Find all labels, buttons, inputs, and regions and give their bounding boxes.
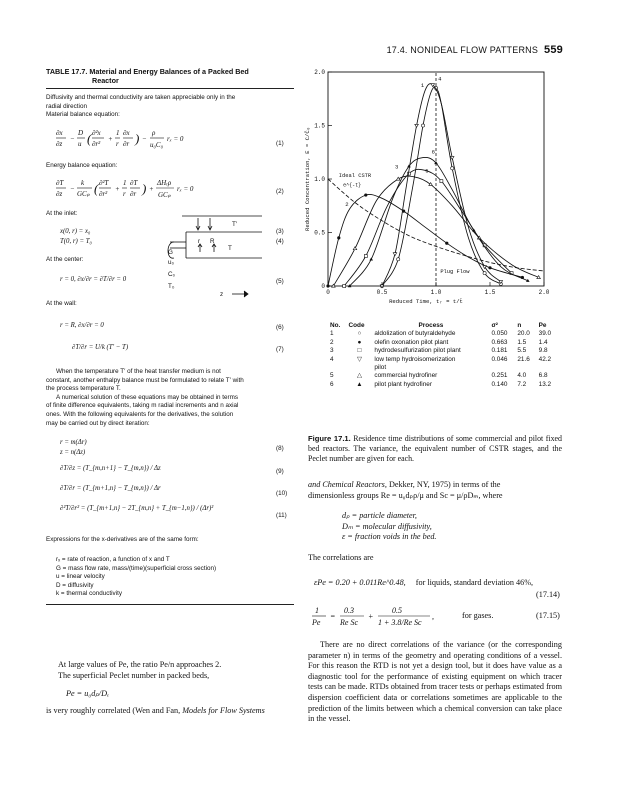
row-n: 1.5 xyxy=(517,338,527,346)
row-process: olefin oxonation pilot plant xyxy=(374,338,449,346)
codes-row xyxy=(328,330,558,338)
row-no xyxy=(328,364,347,372)
material-balance-svg xyxy=(56,126,216,152)
svg-text:∂²T: ∂²T xyxy=(99,179,109,187)
svg-text:1 + 3.8/Re Sc: 1 + 3.8/Re Sc xyxy=(378,618,422,627)
row-variance xyxy=(489,364,515,372)
data-point xyxy=(369,257,373,260)
svg-text:0.3: 0.3 xyxy=(344,606,354,615)
y-tick-label: 1.0 xyxy=(314,176,325,183)
page-number: 559 xyxy=(544,44,563,56)
svg-text:Pe: Pe xyxy=(312,618,321,627)
y-tick-label: 1.5 xyxy=(314,122,325,130)
codes-table xyxy=(328,322,558,389)
row-n: 7.2 xyxy=(517,380,527,388)
y-axis-label: Reduced Concentration, E = C/C̄₀ xyxy=(304,126,311,232)
table-17-7 xyxy=(46,68,294,85)
eq-note: for gases. xyxy=(462,611,494,620)
codes-row xyxy=(328,372,558,380)
table-intro xyxy=(46,94,296,120)
row-pe: 13.2 xyxy=(538,380,552,388)
row-n: 4.0 xyxy=(517,372,527,380)
eq-number: (11) xyxy=(276,512,287,519)
schematic-label: T′ xyxy=(232,221,238,228)
svg-text:rₓ = 0: rₓ = 0 xyxy=(167,135,184,143)
col-header: Code xyxy=(348,322,365,329)
running-header xyxy=(387,44,563,56)
row-pe: 9.8 xyxy=(538,347,548,355)
para-line: constant, another enthalpy balance must be formulated to relate T′ with xyxy=(46,376,244,384)
col-header: n xyxy=(517,322,522,329)
body-line: dimensionless groups Re = u₀dₚρ/μ and Sc = μ/ρDₘ, where xyxy=(308,490,503,500)
eq-number: (17.14) xyxy=(536,590,560,599)
data-point xyxy=(440,180,443,183)
definition: u = linear velocity xyxy=(56,573,105,581)
svg-text:GCₚ: GCₚ xyxy=(158,191,171,199)
data-point xyxy=(397,258,400,261)
curve-label: 5 xyxy=(425,167,429,175)
eq-note: for liquids, standard deviation 46%, xyxy=(415,578,534,587)
correlation-eq-1 xyxy=(314,578,566,587)
curve-label: 2 xyxy=(345,200,349,208)
svg-text:−: − xyxy=(70,135,75,143)
svg-text:): ) xyxy=(142,181,147,196)
row-pe xyxy=(537,364,558,372)
codes-header-row xyxy=(328,322,558,330)
svg-text:∂x: ∂x xyxy=(123,129,130,137)
fd-eq: r = m(Δr) xyxy=(60,439,87,446)
codes-row xyxy=(328,364,558,372)
row-process: pilot xyxy=(374,364,387,372)
svg-text:∂T: ∂T xyxy=(130,179,138,187)
svg-text:1: 1 xyxy=(315,606,319,615)
book-title: Models for Flow Systems xyxy=(182,705,265,715)
row-process: commercial hydrofiner xyxy=(374,372,438,380)
row-no: 5 xyxy=(330,372,334,380)
body-line xyxy=(308,480,562,491)
data-point xyxy=(488,266,491,269)
inlet-eq-1: x(0, r) = x₀ xyxy=(60,228,91,235)
table-top-rule xyxy=(46,88,294,89)
row-pe: 39.0 xyxy=(538,330,552,338)
para-line: When the temperature T′ of the heat transfer medium is not xyxy=(56,368,221,375)
x-tick-label: 0.5 xyxy=(376,289,388,296)
svg-text:Re Sc: Re Sc xyxy=(340,618,358,627)
book-title: and Chemical Reactors, xyxy=(308,480,389,489)
svg-text:∂r²: ∂r² xyxy=(92,140,101,148)
x-tick-label: 2.0 xyxy=(538,289,550,296)
schematic-label: T₀ xyxy=(168,283,175,290)
data-point xyxy=(353,247,357,250)
definition: G = mass flow rate, mass/(time)(superficial cross section) xyxy=(56,564,217,572)
curve-label: 6 xyxy=(431,148,436,156)
data-point xyxy=(364,255,367,258)
col-header: Process xyxy=(418,322,444,329)
row-variance: 0.050 xyxy=(491,330,508,338)
svg-text:+: + xyxy=(149,185,154,193)
energy-label: Energy balance equation: xyxy=(46,162,118,169)
eq-number: (4) xyxy=(276,238,284,245)
codes-row xyxy=(328,347,558,355)
row-process: pilot plant hydrofiner xyxy=(374,380,432,388)
para-line: the process temperature T. xyxy=(46,385,121,393)
svg-text:1: 1 xyxy=(123,179,127,187)
para-line: may be carried out by direct iteration: xyxy=(46,419,150,427)
xderiv-note: Expressions for the x-derivatives are of the same form: xyxy=(46,536,199,543)
row-n: 21.6 xyxy=(517,355,530,363)
svg-text:∂T: ∂T xyxy=(56,179,64,187)
wall-label: At the wall: xyxy=(46,300,77,307)
eq-number: (9) xyxy=(276,468,284,475)
schematic-label: C₀ xyxy=(168,271,176,278)
center-eq: r = 0, ∂x/∂r = ∂T/∂r = 0 xyxy=(60,276,127,283)
fd-eq: z = n(Δz) xyxy=(60,449,86,456)
col-header: σ² xyxy=(491,322,498,329)
inlet-label: At the inlet: xyxy=(46,210,78,217)
schematic-label: u₀ xyxy=(168,259,175,266)
finite-difference-eqs xyxy=(60,438,213,514)
row-pe: 6.8 xyxy=(538,372,548,380)
right-paragraph: There are no direct correlations of the variance (or the corresponding parameter n) in terms of the geometry and operating conditions of a vessel. For this reason the RTD is not yet a design tool, but it does have value as a diagnostic tool for the performance of existing equipment on which tracer tests can be made. RTDs obtained from tracer tests or perhaps estimated from dispersion coefficient data or correlations sometimes are applicable to the prediction of the limits between which a chemical conversion can take place in the vessel. xyxy=(308,640,562,724)
definition: D = diffusivity xyxy=(56,581,94,589)
svg-text:,: , xyxy=(432,612,434,621)
x-axis-label: Reduced Time, tᵣ = t/t̄ xyxy=(389,298,463,305)
row-code: ▽ xyxy=(357,355,362,363)
fd-eq: ∂T/∂r = (T_{m+1,n} − T_{m,n}) / Δr xyxy=(60,485,161,492)
svg-text:+: + xyxy=(115,185,120,193)
data-point xyxy=(326,284,329,287)
svg-text:): ) xyxy=(135,131,140,146)
row-no: 2 xyxy=(330,338,334,346)
row-process: low temp hydroisomerization xyxy=(374,355,456,363)
row-code: □ xyxy=(357,347,362,355)
body-line: The superficial Peclet number in packed beds, xyxy=(58,670,210,680)
data-point xyxy=(343,285,346,288)
table-bottom-rule xyxy=(46,604,294,605)
row-variance: 0.663 xyxy=(491,338,508,346)
row-pe: 42.2 xyxy=(538,355,552,363)
eq-number: (7) xyxy=(276,346,284,353)
para-line: ones. With the following equivalents for the derivatives, the solution xyxy=(46,410,234,418)
y-tick-label: 2.0 xyxy=(314,69,325,76)
body-line xyxy=(46,706,296,717)
svg-text:0.5: 0.5 xyxy=(392,606,402,615)
svg-text:∂z: ∂z xyxy=(56,190,63,198)
row-no: 6 xyxy=(330,380,334,388)
wall-eq-1: r = R, ∂x/∂r = 0 xyxy=(60,322,104,329)
y-tick-label: 0.5 xyxy=(314,229,325,237)
definitions xyxy=(56,556,216,599)
x-tick-label: 0 xyxy=(326,289,330,296)
caption-label: Figure 17.1. xyxy=(308,434,351,443)
row-code: ● xyxy=(357,338,362,346)
svg-text:(: ( xyxy=(87,131,92,146)
data-point xyxy=(415,124,419,127)
definition: dₚ = particle diameter, xyxy=(342,511,417,521)
center-label: At the center: xyxy=(46,256,84,263)
data-point xyxy=(421,124,424,127)
eq-number: (1) xyxy=(276,140,284,147)
row-code: △ xyxy=(357,372,362,380)
body-span: is very roughly correlated (Wen and Fan, xyxy=(46,705,183,715)
eq-number: (3) xyxy=(276,228,284,235)
definition: Dₘ = molecular diffusivity, xyxy=(342,521,432,531)
svg-text:+: + xyxy=(368,612,374,621)
data-point xyxy=(364,193,367,196)
para-line: of finite difference equivalents, taking m radial increments and n axial xyxy=(46,402,239,410)
correlation-eq-2 xyxy=(312,604,482,632)
curve-label: 3 xyxy=(394,163,399,171)
table-paragraph-1 xyxy=(46,368,296,428)
row-n xyxy=(515,364,536,372)
inlet-eq-2: T(0, r) = T₀ xyxy=(60,238,92,245)
right-body-text xyxy=(308,480,562,564)
table-title-line1: TABLE 17.7. Material and Energy Balances of a Packed Bed xyxy=(46,67,249,76)
row-variance: 0.251 xyxy=(491,372,508,380)
data-point xyxy=(483,272,486,275)
eq-number: (17.15) xyxy=(536,611,560,620)
schematic-label: z xyxy=(220,291,224,298)
data-point xyxy=(451,167,454,170)
svg-text:k: k xyxy=(81,179,85,187)
svg-text:rₓ = 0: rₓ = 0 xyxy=(177,185,194,193)
definition: ε = fraction voids in the bed. xyxy=(342,532,437,542)
energy-balance-svg xyxy=(56,176,226,202)
reactor-schematic xyxy=(164,214,274,304)
x-tick-label: 1.5 xyxy=(484,289,496,296)
svg-text:−: − xyxy=(70,185,75,193)
caption-text: Residence time distributions of some commercial and pilot fixed bed reactors. The variance, the equivalent number of CSTR stages, and the Peclet number are given for each. xyxy=(308,434,562,463)
series-line-6 xyxy=(350,157,528,286)
codes-row xyxy=(328,339,558,347)
ideal-cstr-label: Ideal CSTR xyxy=(338,172,372,179)
row-no: 1 xyxy=(330,330,334,338)
schematic-label: r xyxy=(198,238,201,245)
curve-label: 1 xyxy=(420,81,425,89)
schematic-label: G xyxy=(168,249,173,256)
eq-number: (10) xyxy=(276,490,288,497)
definition: rₓ = rate of reaction, a function of x and T xyxy=(56,556,170,563)
svg-text:u₀C₀: u₀C₀ xyxy=(150,141,164,149)
svg-text:∂r: ∂r xyxy=(130,190,137,198)
svg-text:∂r²: ∂r² xyxy=(99,190,108,198)
eq-text: εPe = 0.20 + 0.011Re^0.48, xyxy=(314,578,406,587)
svg-text:∂²x: ∂²x xyxy=(92,129,101,137)
row-variance: 0.046 xyxy=(491,355,508,363)
intro-line: radial direction xyxy=(46,102,87,110)
row-no: 4 xyxy=(330,355,334,363)
table-title xyxy=(46,68,294,85)
svg-text:−: − xyxy=(142,135,147,143)
energy-balance-eq xyxy=(56,176,226,204)
data-point xyxy=(445,242,448,245)
row-variance: 0.140 xyxy=(491,380,508,388)
eq-number: (6) xyxy=(276,324,284,331)
svg-text:(: ( xyxy=(94,181,99,196)
schematic-label: T xyxy=(228,245,232,252)
row-n: 5.5 xyxy=(517,347,527,355)
col-header: No. xyxy=(330,322,341,329)
svg-text:ΔHᵣρ: ΔHᵣρ xyxy=(157,179,172,187)
row-pe: 1.4 xyxy=(538,338,548,346)
curve-label: 4 xyxy=(438,75,442,83)
intro-line: Diffusivity and thermal conductivity are taken appreciable only in the xyxy=(46,94,236,101)
material-label: Material balance equation: xyxy=(46,111,120,119)
y-tick-label: 0 xyxy=(321,283,325,290)
svg-text:GCₚ: GCₚ xyxy=(77,190,90,198)
eq-number: (5) xyxy=(276,278,284,285)
eq-number: (8) xyxy=(276,445,284,452)
data-point xyxy=(393,253,397,256)
body-line: At large values of Pe, the ratio Pe/n approaches 2. xyxy=(58,660,222,669)
row-no: 3 xyxy=(330,347,334,355)
row-code: ○ xyxy=(357,330,362,338)
plug-flow-label: Plug Flow xyxy=(440,269,470,276)
row-variance: 0.181 xyxy=(491,347,508,355)
body-span: Dekker, NY, 1975) in terms of the xyxy=(388,480,501,489)
para-line: A numerical solution of these equations may be obtained in terms xyxy=(56,393,239,401)
svg-text:D: D xyxy=(78,129,84,137)
body-line: The correlations are xyxy=(308,552,374,562)
svg-text:1: 1 xyxy=(116,129,120,137)
correlation-eq-2-svg xyxy=(312,604,482,630)
fd-eq: ∂²T/∂r² = (T_{m+1,n} − 2T_{m,n} + T_{m−1,n}) / (Δr)² xyxy=(60,505,214,512)
svg-text:+: + xyxy=(108,135,113,143)
row-code: ▲ xyxy=(356,380,363,388)
table-title-line2: Reactor xyxy=(92,75,119,85)
row-n: 20.0 xyxy=(517,330,530,338)
material-balance-eq xyxy=(56,126,216,154)
rtd-chart xyxy=(300,58,560,316)
eq-number: (2) xyxy=(276,188,284,195)
col-header: Pe xyxy=(538,322,547,329)
svg-text:∂x: ∂x xyxy=(56,129,63,137)
svg-text:u: u xyxy=(78,140,82,148)
section-title: 17.4. NONIDEAL FLOW PATTERNS xyxy=(386,45,539,55)
figure-caption xyxy=(308,434,562,464)
svg-text:∂r: ∂r xyxy=(123,140,130,148)
svg-text:r: r xyxy=(123,190,126,198)
svg-text:=: = xyxy=(330,612,336,621)
schematic-label: R xyxy=(210,238,215,245)
ideal-cstr-formula: e^{-t} xyxy=(343,182,362,189)
series-line-2 xyxy=(328,194,522,286)
svg-text:ρ: ρ xyxy=(152,129,156,137)
x-tick-label: 1.0 xyxy=(430,289,442,296)
codes-row xyxy=(328,356,558,364)
series-line-3 xyxy=(344,169,511,286)
svg-text:r: r xyxy=(116,140,119,148)
data-point xyxy=(337,236,340,239)
codes-row xyxy=(328,381,558,389)
wall-eq-2: ∂T/∂r = U/k (T′ − T) xyxy=(72,344,129,351)
series-line-1 xyxy=(382,87,501,286)
svg-text:∂z: ∂z xyxy=(56,140,63,148)
fd-eq: ∂T/∂z = (T_{m,n+1} − T_{m,n}) / Δz xyxy=(60,465,161,472)
definition: k = thermal conductivity xyxy=(56,590,122,598)
row-process: aldolization of butyraldehyde xyxy=(374,330,456,338)
left-body-text xyxy=(46,660,296,716)
peclet-eq: Pe = u₀dₚ/Dₑ xyxy=(66,689,110,699)
data-point xyxy=(450,156,454,159)
row-code xyxy=(347,364,373,372)
row-process: hydrodesulfurization pilot plant xyxy=(374,347,461,355)
